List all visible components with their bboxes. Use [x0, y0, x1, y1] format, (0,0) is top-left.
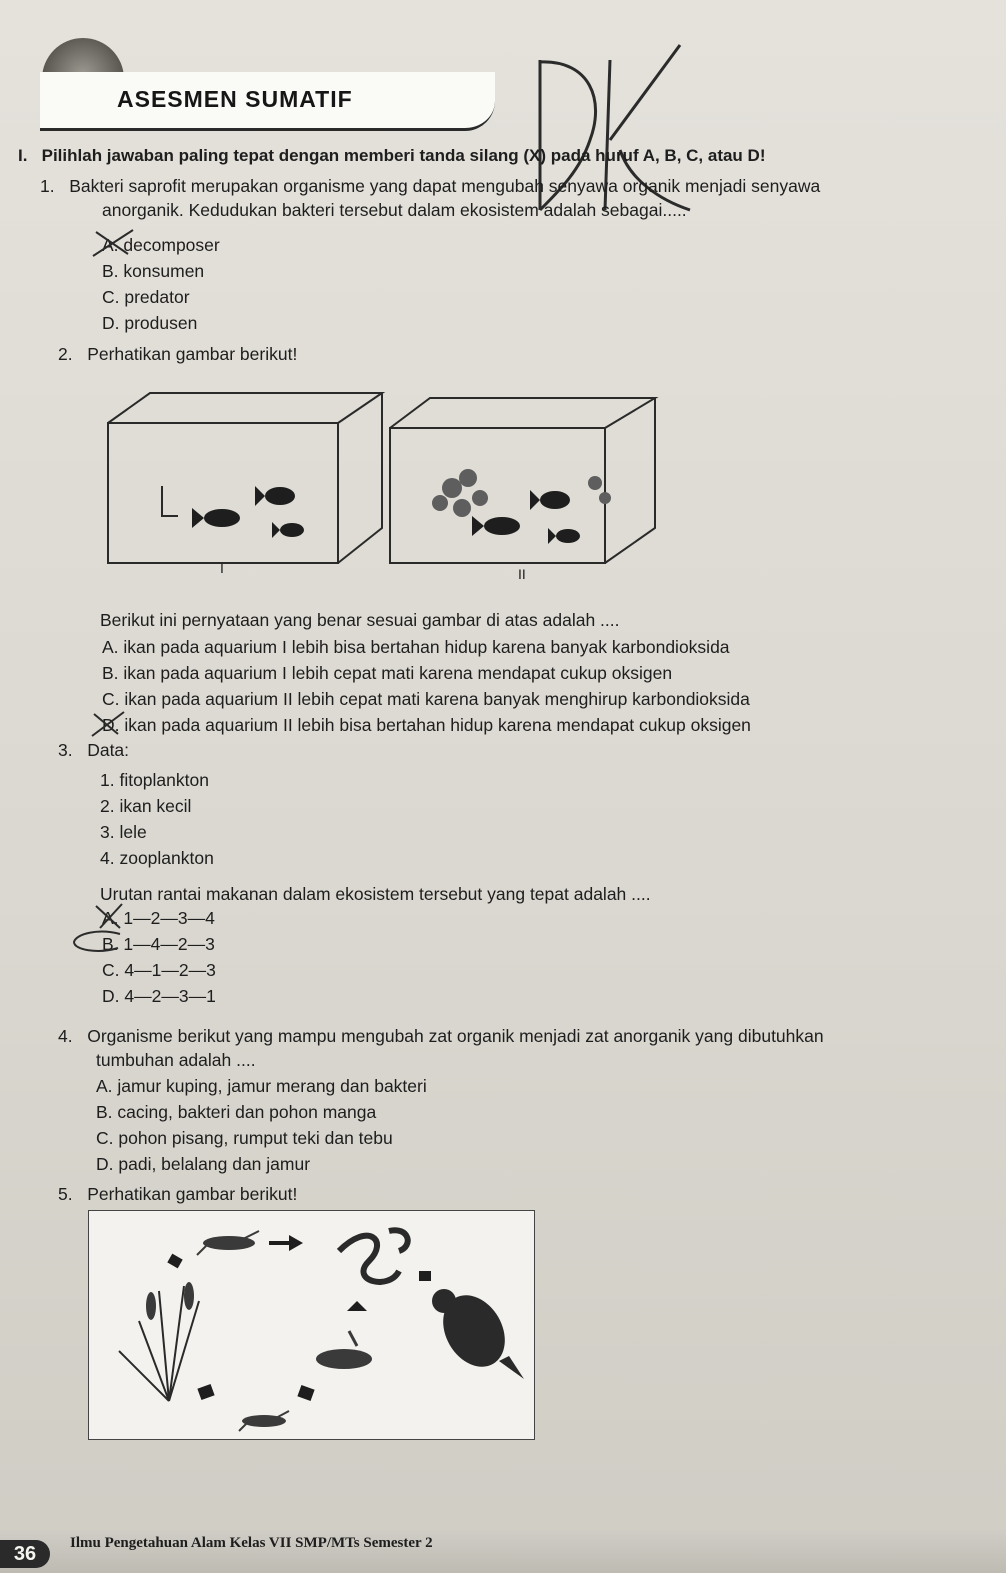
book-title: Ilmu Pengetahuan Alam Kelas VII SMP/MTs Semester 2 [70, 1535, 433, 1551]
q3-option-d[interactable] [102, 986, 216, 1007]
q1-option-d[interactable] [102, 313, 197, 334]
question-text: Data: [87, 740, 130, 760]
option-letter: C. [102, 960, 120, 980]
question-number: 4. [58, 1026, 73, 1046]
question-1 [40, 176, 820, 197]
data-item: 3. lele [100, 822, 147, 842]
aquarium-figure [100, 388, 665, 588]
question-text: Bakteri saprofit merupakan organisme yang dapat mengubah senyawa organik menjadi senyawa [69, 176, 821, 196]
section-instruction [18, 146, 765, 166]
question-1-line2: anorganik. Kedudukan bakteri tersebut dalam ekosistem adalah sebagai..... [102, 200, 687, 220]
q2-option-a[interactable] [102, 637, 730, 658]
question-number: 5. [58, 1184, 73, 1204]
q4-option-d[interactable] [96, 1154, 310, 1175]
q1-option-c[interactable] [102, 287, 190, 308]
cross-mark-icon [92, 902, 128, 930]
q1-option-b[interactable] [102, 261, 204, 282]
aquarium-label-2: II [518, 566, 526, 582]
option-letter: B. [102, 663, 119, 683]
section-instruction-text: Pilihlah jawaban paling tepat dengan memberi tanda silang (X) pada huruf A, B, C, atau D! [41, 146, 766, 165]
q4-option-b[interactable] [96, 1102, 376, 1123]
food-web-illustration [89, 1211, 534, 1439]
option-letter: B. [102, 934, 119, 954]
question-number: 3. [58, 740, 73, 760]
cross-mark-icon [88, 228, 138, 258]
q2-option-c[interactable] [102, 689, 750, 710]
option-letter: A. [102, 637, 119, 657]
option-text: predator [124, 287, 190, 307]
question-number: 1. [40, 176, 55, 196]
aquarium-label-1: I [220, 560, 224, 576]
question-text: Perhatikan gambar berikut! [87, 344, 298, 364]
option-letter: B. [102, 261, 119, 281]
option-text: 1—4—2—3 [123, 934, 215, 954]
question-2 [58, 344, 297, 365]
option-text: produsen [124, 313, 198, 333]
q2-option-b[interactable] [102, 663, 672, 684]
question-5 [58, 1184, 297, 1205]
question-4-line2: tumbuhan adalah .... [96, 1050, 256, 1070]
option-letter: D. [102, 986, 120, 1006]
option-text: 1—2—3—4 [123, 908, 215, 928]
option-text: ikan pada aquarium II lebih bisa bertahan hidup karena mendapat cukup oksigen [124, 715, 751, 735]
cross-mark-icon [88, 708, 128, 738]
option-letter: C. [102, 689, 120, 709]
page-number: 36 [0, 1540, 50, 1568]
option-text: 4—2—3—1 [124, 986, 216, 1006]
data-item: 2. ikan kecil [100, 796, 192, 816]
q2-option-d[interactable] [102, 715, 751, 736]
data-item: 1. fitoplankton [100, 770, 209, 790]
question-text: Perhatikan gambar berikut! [87, 1184, 298, 1204]
option-text: decomposer [123, 235, 220, 255]
option-text: jamur kuping, jamur merang dan bakteri [117, 1076, 427, 1096]
option-text: ikan pada aquarium I lebih bisa bertahan hidup karena banyak karbondioksida [123, 637, 730, 657]
option-letter: C. [96, 1128, 114, 1148]
food-web-figure [88, 1210, 535, 1440]
q4-option-a[interactable] [96, 1076, 427, 1097]
question-text: Organisme berikut yang mampu mengubah zat organik menjadi zat anorganik yang dibutuhkan [87, 1026, 824, 1046]
option-letter: D. [102, 715, 120, 735]
question-4 [58, 1026, 824, 1047]
question-3 [58, 740, 129, 761]
option-text: konsumen [123, 261, 205, 281]
option-text: padi, belalang dan jamur [118, 1154, 311, 1174]
option-letter: A. [102, 235, 119, 255]
q3-option-c[interactable] [102, 960, 216, 981]
option-letter: C. [102, 287, 120, 307]
option-text: 4—1—2—3 [124, 960, 216, 980]
option-letter: D. [96, 1154, 114, 1174]
option-letter: A. [96, 1076, 113, 1096]
question-number: 2. [58, 344, 73, 364]
circle-mark-icon [68, 928, 124, 956]
option-text: cacing, bakteri dan pohon manga [117, 1102, 377, 1122]
page-title: ASESMEN SUMATIF [117, 86, 353, 112]
option-letter: A. [102, 908, 119, 928]
option-text: ikan pada aquarium II lebih cepat mati karena banyak menghirup karbondioksida [124, 689, 750, 709]
option-text: pohon pisang, rumput teki dan tebu [118, 1128, 393, 1148]
option-letter: D. [102, 313, 120, 333]
option-letter: B. [96, 1102, 113, 1122]
q4-option-c[interactable] [96, 1128, 393, 1149]
data-item: 4. zooplankton [100, 848, 214, 868]
question-2-line2: Berikut ini pernyataan yang benar sesuai gambar di atas adalah .... [100, 610, 620, 630]
option-text: ikan pada aquarium I lebih cepat mati karena mendapat cukup oksigen [123, 663, 673, 683]
section-number: I. [18, 146, 28, 165]
question-3-line2: Urutan rantai makanan dalam ekosistem tersebut yang tepat adalah .... [100, 884, 651, 904]
